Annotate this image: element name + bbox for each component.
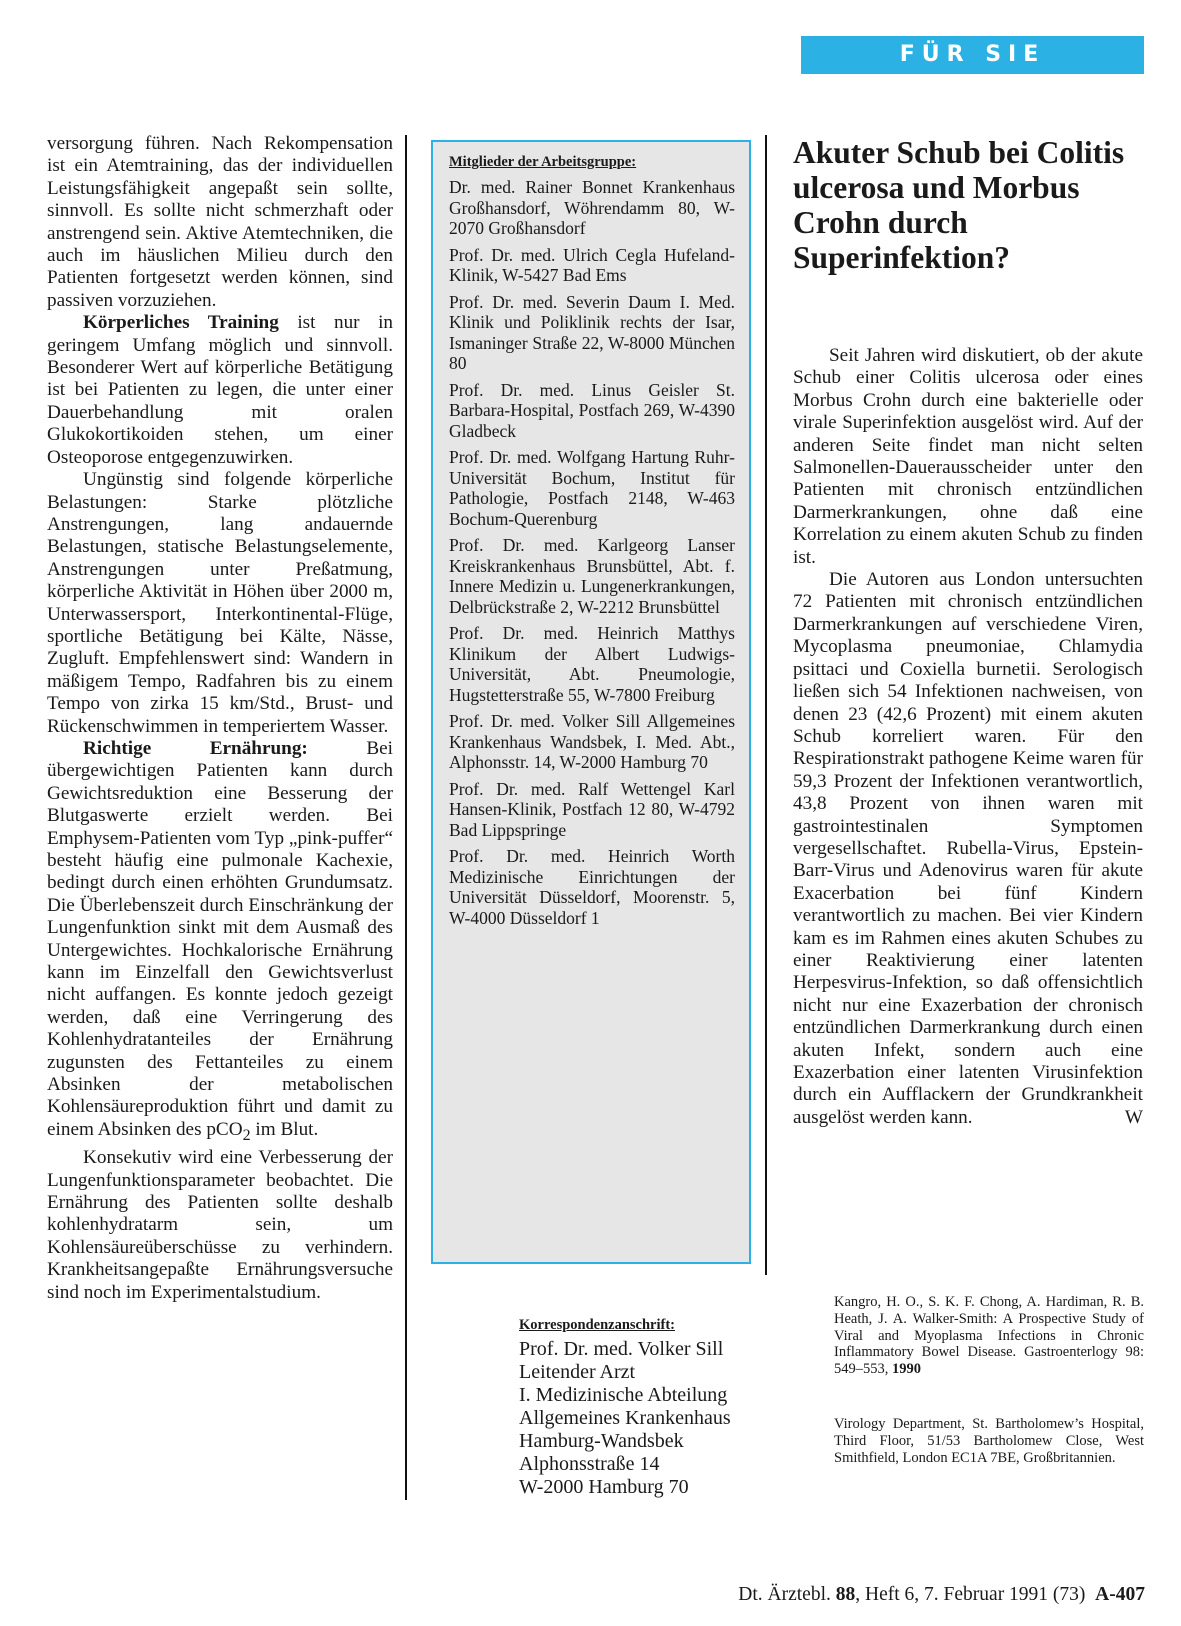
member-entry: Prof. Dr. med. Linus Geisler St. Barbara-Hospital, Postfach 269, W-4390 Gladbeck [449, 379, 735, 441]
address-line: Allgemeines Krankenhaus [519, 1407, 731, 1429]
run-in-heading: Richtige Ernährung: [83, 737, 308, 759]
address-line: Leitender Arzt [519, 1361, 636, 1383]
correspondence-address [519, 1317, 779, 1499]
member-entry: Prof. Dr. med. Ralf Wettengel Karl Hansen-Klinik, Postfach 12 80, W-4792 Bad Lippspringe [449, 778, 735, 840]
paragraph: Konsekutiv wird eine Verbesserung der Lungenfunktionsparameter beobachtet. Die Ernährung des Patienten sollte deshalb kohlenhydratarm sein, um Kohlensäureüberschüsse zu verhindern. Krankheitsangepaßte Ernährungsversuche sind noch im Experimentalstudium. [47, 1147, 393, 1303]
members-box [431, 140, 751, 1264]
member-entry: Prof. Dr. med. Severin Daum I. Med. Klinik und Poliklinik rechts der Isar, Ismaninger Straße 22, W-8000 München 80 [449, 291, 735, 373]
section-badge: FÜR SIE REFERIERT [801, 36, 1144, 74]
reference-year: 1990 [892, 1361, 921, 1378]
address-line: Alphonsstraße 14 [519, 1453, 660, 1475]
page-number: A-407 [1095, 1584, 1145, 1605]
member-entry: Prof. Dr. med. Karlgeorg Lanser Kreiskrankenhaus Brunsbüttel, Abt. f. Innere Medizin u. Lungenerkrankungen, Delbrückstraße 2, W-2212 Brunsbüttel [449, 535, 735, 617]
address-line: Prof. Dr. med. Volker Sill [519, 1338, 724, 1360]
article-body [793, 345, 1143, 1129]
address-line: I. Medizinische Abteilung [519, 1384, 728, 1406]
column-rule [405, 135, 407, 1500]
paragraph [47, 312, 393, 469]
member-entry: Prof. Dr. med. Volker Sill Allgemeines Krankenhaus Wandsbek, I. Med. Abt., Alphonsstr. 14, W-2000 Hamburg 70 [449, 711, 735, 772]
author-signature: W [1124, 1106, 1143, 1128]
left-column [47, 133, 393, 1304]
paragraph-text: Die Autoren aus London untersuchten 72 Patienten mit chronisch entzündlichen Darmerkrankungen auf verschiedene Viren, Mycoplasma pneumoniae, Chlamydia psittaci und Coxiella burnetii. Serologisch ließen sich 54 Infektionen nachweisen, von denen 23 (42,6 Prozent) mit einem akuten Schub korreliert waren. Für den Respirationstrakt pathogene Keime waren für 59,3 Prozent der Infektionen verantwortlich, 43,8 Prozent von ihnen waren mit gastrointestinalen Symptomen vergesellschaftet. Rubella-Virus, Epstein-Barr-Virus und Adenovirus waren für akute Exacerbation bei fünf Kindern verantwortlich zu machen. Bei vier Kindern kam es im Rahmen eines akuten Schubes zu einer Reaktivierung einer latenten Herpesvirus-Infektion, so daß offensichtlich nicht nur eine Exazerbation der chronisch entzündlichen Darmerkrankung durch einen akuten Infekt, sondern auch eine Exazerbation einer latenten Virusinfektion durch ein Aufflackern der Grundkrankheit ausgelöst werden kann. [793, 569, 1143, 1128]
reference [834, 1294, 1144, 1378]
reference-text: Kangro, H. O., S. K. F. Chong, A. Hardiman, R. B. Heath, J. A. Walker-Smith: A Prospective Study of Viral and Myoplasma Infections in Chronic Inflammatory Bowel Disease. Gastroenterlogy 98: 549–553, [834, 1294, 1144, 1378]
paragraph: Ungünstig sind folgende körperliche Belastungen: Starke plötzliche Anstrengungen, lang andauernde Belastungen, statische Belastungselemente, Anstrengungen unter Preßatmung, körperliche Aktivität in Höhen über 2000 m, Unterwassersport, Interkontinental-Flüge, sportliche Betätigung bei Kälte, Nässe, Zugluft. Empfehlenswert sind: Wandern in mäßigem Tempo, Radfahren bis zu einem Tempo von zirka 15 km/Std., Brust- und Rückenschwimmen in temperiertem Wasser. [47, 469, 393, 737]
paragraph: versorgung führen. Nach Rekompensation ist ein Atemtraining, das der individuellen Leistungsfähigkeit angepaßt sein sollte, sinnvoll. Es sollte nicht schmerzhaft oder anstrengend sein. Aktive Atemtechniken, die auch im häuslichen Milieu durch den Patienten fortgesetzt werden können, sind passiven vorzuziehen. [47, 133, 393, 311]
column-rule [765, 135, 767, 1275]
paragraph: Seit Jahren wird diskutiert, ob der akute Schub einer Colitis ulcerosa oder eines Morbus Crohn durch eine bakterielle oder virale Superinfektion ausgelöst wird. Auf der anderen Seite findet man nicht selten Salmonellen-Dauerausscheider unter den Patienten mit chronisch entzündlichen Darmerkrankungen, ohne daß eine Korrelation zu einem akuten Schub zu finden ist. [793, 345, 1143, 568]
paragraph-text: Bei übergewichtigen Patienten kann durch Gewichtsreduktion eine Besserung der Blutgaswerte erzielt werden. Bei Emphysem-Patienten vom Typ „pink-puffer“ besteht häufig eine pulmonale Kachexie, bedingt durch einen erhöhten Grundumsatz. Die Überlebenszeit durch Einschränkung der Lungenfunktion sinkt mit dem Ausmaß des Untergewichtes. Hochkalorische Ernährung kann im Einzelfall den Gewichtsverlust nicht auffangen. Es konnte jedoch gezeigt werden, daß eine Verringerung des Kohlenhydratanteiles der Ernährung zugunsten des Fettanteiles zu einem Absinken der metabolischen Kohlensäureproduktion führt und damit zu einem Absinken des pCO [47, 737, 393, 1140]
article-title: Akuter Schub bei Colitis ulcerosa und Morbus Crohn durch Superinfektion? [793, 135, 1125, 275]
correspondence-heading: Korrespondenzanschrift: [519, 1317, 676, 1333]
volume: 88 [835, 1584, 856, 1605]
member-entry: Prof. Dr. med. Heinrich Worth Medizinische Einrichtungen der Universität Düsseldorf, Moorenstr. 5, W-4000 Düsseldorf 1 [449, 846, 735, 928]
author-address: Virology Department, St. Bartholomew’s Hospital, Third Floor, 51/53 Bartholomew Close, West Smithfield, London EC1A 7BE, Großbritannien. [834, 1416, 1144, 1466]
member-entry: Prof. Dr. med. Ulrich Cegla Hufeland-Klinik, W-5427 Bad Ems [449, 244, 735, 285]
member-entry: Dr. med. Rainer Bonnet Krankenhaus Großhansdorf, Wöhrendamm 80, W-2070 Großhansdorf [449, 177, 735, 238]
member-entry: Prof. Dr. med. Heinrich Matthys Klinikum der Albert Ludwigs-Universität, Abt. Pneumologie, Hugstetterstraße 55, W-7800 Freiburg [449, 623, 735, 705]
member-entry: Prof. Dr. med. Wolfgang Hartung Ruhr-Universität Bochum, Institut für Pathologie, Postfach 2148, W-463 Bochum-Querenburg [449, 447, 735, 529]
page-footer [655, 1584, 1145, 1606]
run-in-heading: Körperliches Training [83, 312, 279, 334]
journal-name: Dt. Ärztebl. [738, 1584, 831, 1605]
address-line: W-2000 Hamburg 70 [519, 1476, 689, 1498]
paragraph [793, 569, 1143, 1129]
issue-info: , Heft 6, 7. Februar 1991 (73) [855, 1584, 1086, 1605]
subscript: 2 [242, 1126, 251, 1144]
paragraph-text: im Blut. [250, 1118, 319, 1140]
address-line: Hamburg-Wandsbek [519, 1430, 684, 1452]
members-heading: Mitglieder der Arbeitsgruppe: [449, 154, 637, 170]
paragraph [47, 738, 393, 1147]
paragraph-text: ist nur in geringem Umfang möglich und sinnvoll. Besonderer Wert auf körperliche Betätigung ist bei Patienten zu legen, die unter einer Dauerbehandlung mit oralen Glukokortikoiden stehen, um einer Osteoporose entgegenzuwirken. [47, 312, 393, 468]
